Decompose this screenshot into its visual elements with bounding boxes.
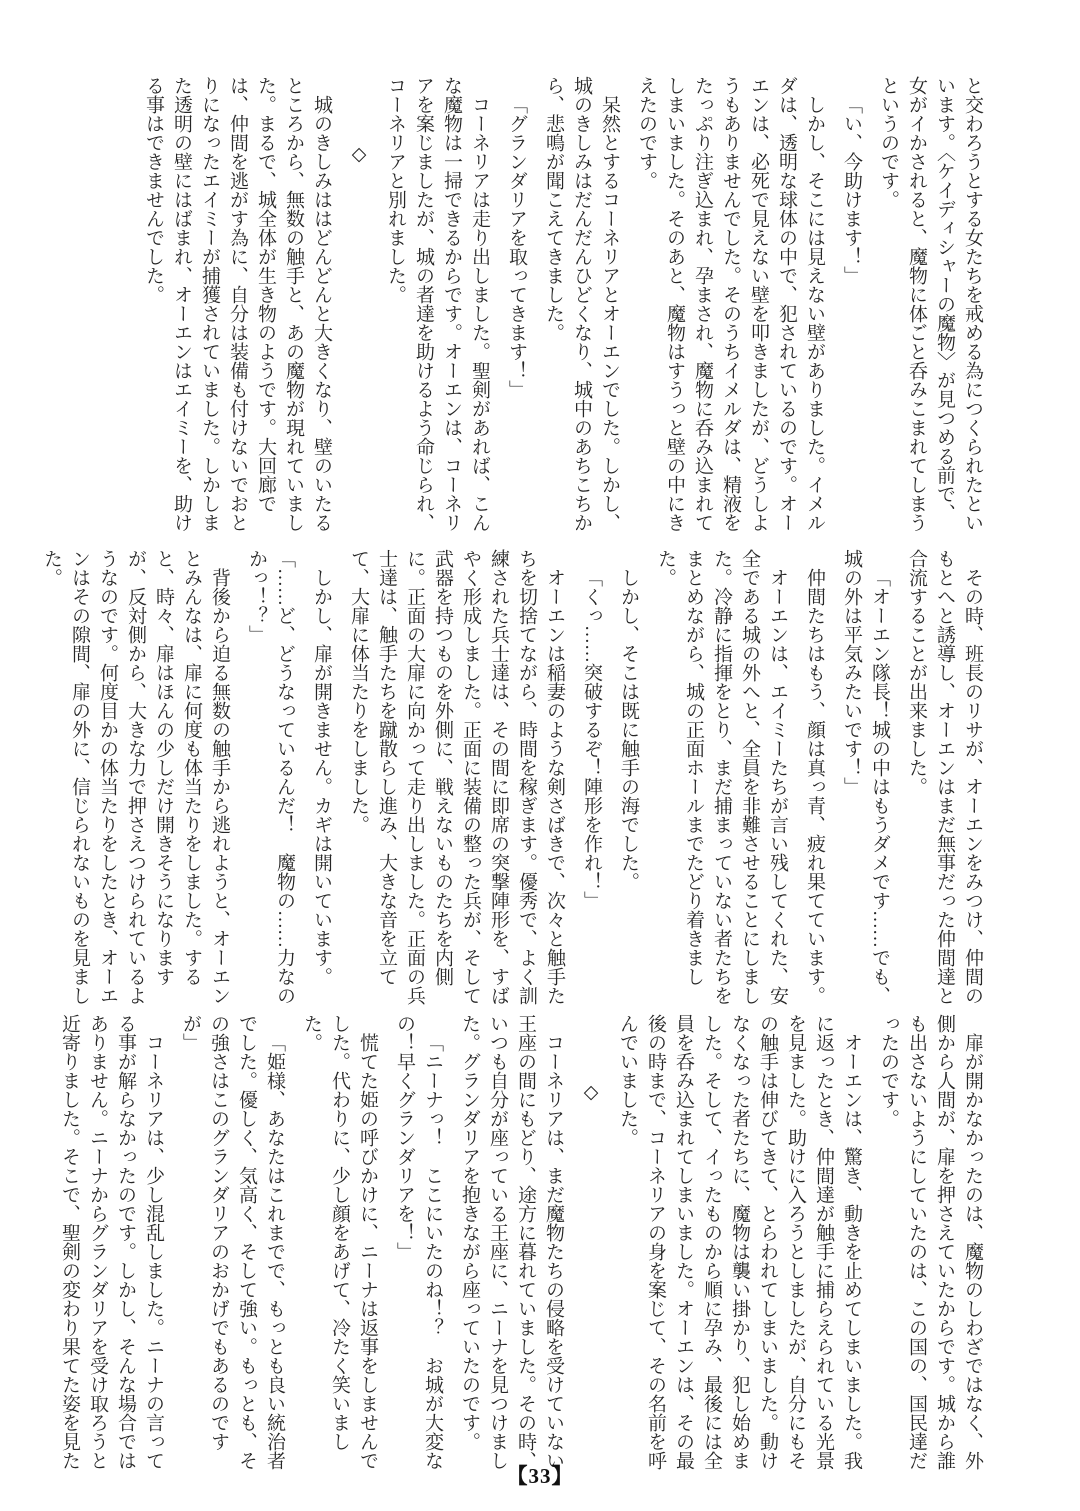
- dialogue-paragraph: 「い、今助けます！」: [841, 95, 862, 285]
- story-paragraph: 背後から迫る無数の触手から逃れようと、オーエンとみんなは、扉に何度も体当たりをしました。すると、時々、扉はほんの少しだけ開きそうになりますが、反対側から、大きな力で押さえつけられているようなのです。何度目かの体当たりをしたとき、オーエンはその隙間、扉の外に、信じられないものを見ました。: [41, 549, 230, 1005]
- story-paragraph: 慌てた姫の呼びかけに、ニーナは返事をしませんでした。代わりに、少し顔をあげて、冷たく笑いました。: [301, 1014, 378, 1470]
- dialogue-paragraph: 「ニーナっ！ ここにいたのね！？ お城が大変なの！早くグランダリアを！」: [394, 1014, 443, 1470]
- story-band-bottom: [55, 1014, 986, 1470]
- story-paragraph: オーエンは、驚き、動きを止めてしまいました。我に返ったとき、仲間達が触手に捕らえられている光景を見ました。助けに入ろうとしましたが、自分にもその触手は伸びてきて、とらわれてしまいました。動けなくなった者たちに、魔物は襲い掛かり、犯し始めました。そして、イったものから順に孕み、最後には全員を呑み込まれてしまいました。オーエンは、その最後の時まで、コーネリアの身を案じて、その名前を呼んでいました。: [617, 1014, 862, 1470]
- story-paragraph: オーエンは稲妻のような剣さばきで、次々と触手たちを切捨てながら、時間を稼ぎます。優秀で、よく訓練された兵士達は、その間に即席の突撃陣形を、すばやく形成しました。正面に装備の整った兵が、そして武器を持つものを外側に、戦えないものたちを内側に。正面の大扉に向かって走り出しました。正面の兵士達は、触手たちを蹴散らし進み、大きな音を立てて、大扉に体当たりをしました。: [348, 549, 565, 1005]
- story-paragraph: しかし、そこは既に触手の海でした。: [618, 568, 639, 891]
- story-paragraph: 扉が開かなかったのは、魔物のしわざではなく、外側から人間が、扉を押さえていたからです。城から誰も出さないようにしていたのは、この国の、国民達だったのです。: [878, 1014, 983, 1470]
- story-paragraph: 呆然とするコーネリアとオーエンでした。しかし、城のきしみはだんだんひどくなり、城中のあちこちから、悲鳴が聞こえてきました。: [543, 76, 620, 532]
- story-paragraph: コーネリアは走り出しました。聖剣があれば、こんな魔物は一掃できるからです。オーエンは、コーネリアを案じましたが、城の者達を助けるよう命じられ、コーネリアと別れました。: [385, 76, 490, 532]
- story-paragraph: しかし、そこには見えない壁がありました。イメルダは、透明な球体の中で、犯されているのです。オーエンは、必死で見えない壁を叩きましたが、どうしようもありませんでした。そのうちイメルダは、精液をたっぷり注ぎ込まれ、孕まされ、魔物に呑み込まれてしまいました。そのあと、魔物はすうっと壁の中にきえたのです。: [636, 76, 825, 532]
- story-paragraph: コーネリアは、まだ魔物たちの侵略を受けていない王座の間にもどり、途方に暮れていました。その時、いつも自分が座っている王座に、ニーナを見つけました。グランダリアを抱きながら座っていたのです。: [459, 1014, 564, 1470]
- story-band-middle: [37, 549, 986, 1005]
- story-band-top: [139, 76, 986, 532]
- story-paragraph: コーネリアは、少し混乱しました。ニーナの言ってる事が解らなかったのです。しかし、そんな場合ではありません。ニーナからグランダリアを受け取ろうと近寄りました。そこで、聖剣の変わり果てた姿を見た: [59, 1014, 164, 1470]
- story-paragraph: 城のきしみははどんどんと大きくなり、壁のいたるところから、無数の触手と、あの魔物が現れていました。まるで、城全体が生き物のようです。大回廊では、仲間を逃がす為に、自分は装備も付けないでおとりになったエイミーが捕獲されていました。しかしまた透明の壁にはばまれ、オーエンはエイミーを、助ける事はできませんでした。: [143, 76, 332, 532]
- dialogue-paragraph: 「くっ……突破するぞ！陣形を作れ！」: [581, 568, 602, 910]
- dialogue-paragraph: 「グランダリアを取ってきます！」: [506, 95, 527, 399]
- dialogue-paragraph: 「オーエン隊長！城の中はもうダメです……でも、城の外は平気みたいです！」: [841, 549, 890, 1005]
- section-divider: ◇: [348, 142, 369, 165]
- story-paragraph: オーエンは、エイミーたちが言い残してくれた、安全である城の外へと、全員を非難させることにしました。冷静に指揮をとり、まだ捕まっていない者たちをまとめながら、城の正面ホールまでたどり着きました。: [655, 549, 788, 1005]
- page-number: 【33】: [506, 1464, 574, 1488]
- story-paragraph: と交わろうとする女たちを戒める為につくられたといいます。〈ケイディシャーの魔物〉が見つめる前で、女がイかされると、魔物に体ごと呑みこまれてしまうというのです。: [878, 76, 983, 532]
- dialogue-paragraph: 「……ど、どうなっているんだ！ 魔物の……力なのかっ！？」: [246, 549, 295, 1005]
- story-paragraph: 仲間たちはもう、顔は真っ青、疲れ果てています。: [804, 568, 825, 1005]
- section-divider: ◇: [580, 1080, 601, 1103]
- story-paragraph: しかし、扉が開きません。カギは開いています。: [311, 568, 332, 986]
- dialogue-paragraph: 「姫様、あなたはこれまでで、もっとも良い統治者でした。優しく、気高く、そして強い。もっとも、その強さはこのグランダリアのおかげでもあるのですが」: [180, 1014, 285, 1470]
- story-paragraph: その時、班長のリサが、オーエンをみつけ、仲間のもとへと誘導し、オーエンはまだ無事だった仲間達と合流することが出来ました。: [906, 549, 983, 1005]
